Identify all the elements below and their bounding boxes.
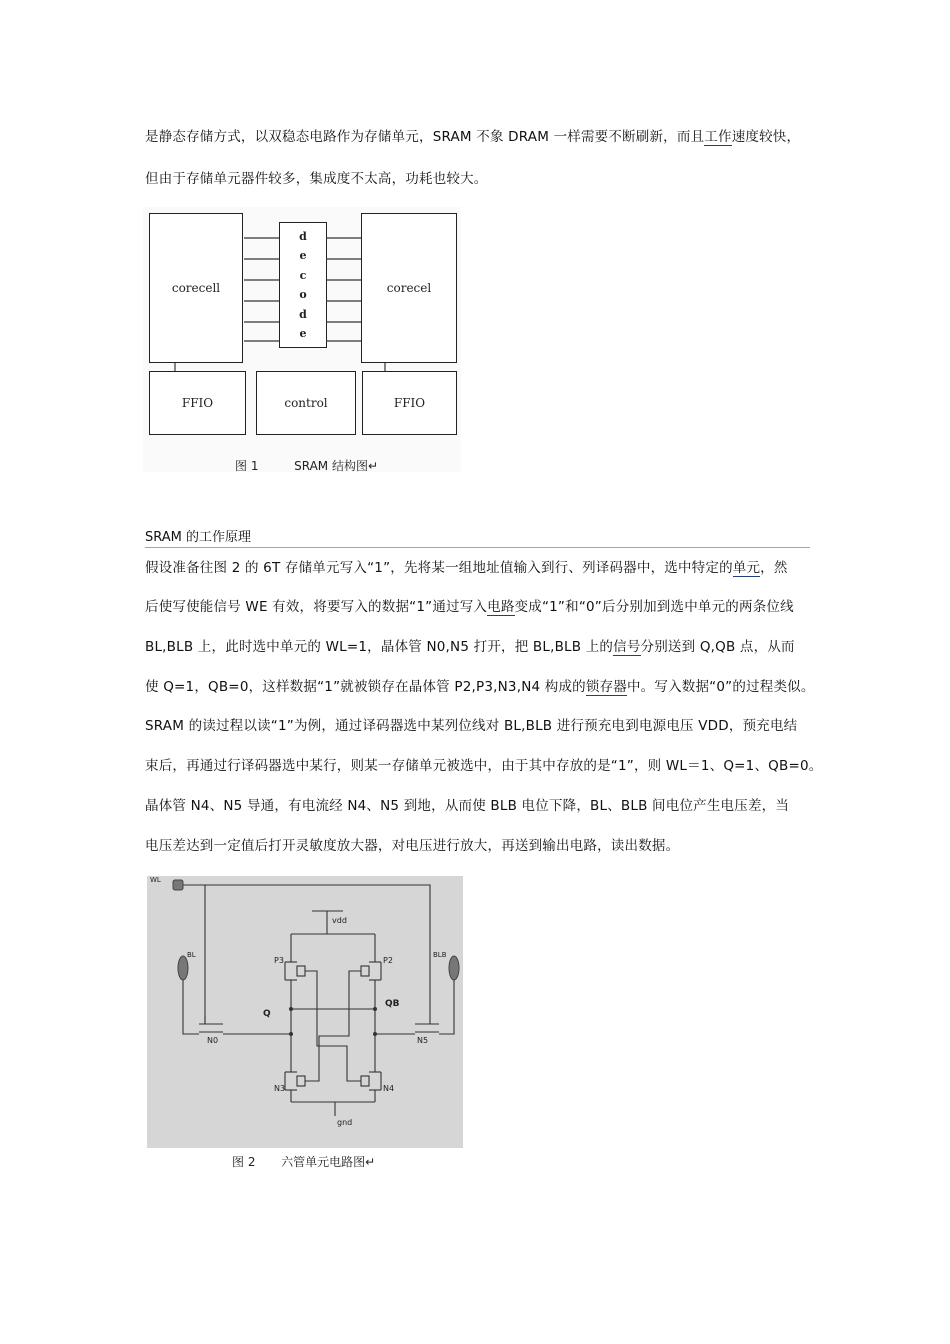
decode-letter: c — [299, 268, 307, 282]
p1-text: 变成“1”和“0”后分别加到选中单元的两条位线 — [514, 599, 794, 615]
link-circuit[interactable]: 电路 — [487, 599, 515, 615]
control-block — [256, 371, 356, 435]
label-wl: WL — [150, 876, 161, 884]
decode-letter: o — [299, 288, 307, 301]
p2-line-1: SRAM 的读过程以读“1”为例，通过译码器选中某列位线对 BL,BLB 进行预充电到电源电压 VDD，预充电结 — [145, 718, 798, 734]
p2-line-4: 电压差达到一定值后打开灵敏度放大器，对电压进行放大，再送到输出电路，读出数据。 — [145, 838, 680, 854]
section-heading: SRAM 的工作原理 — [145, 526, 810, 548]
control-label: control — [284, 396, 328, 410]
label-vdd: vdd — [332, 916, 347, 925]
label-blb: BLB — [433, 951, 447, 959]
circuit-diagram — [147, 876, 463, 1148]
ffio-right-block — [362, 371, 457, 435]
link-latch[interactable]: 锁存器 — [585, 679, 627, 695]
corecell-left-label: corecell — [171, 281, 221, 295]
figure2-caption — [232, 1153, 375, 1170]
p1-text: 假设准备往图 2 的 6T 存储单元写入“1”，先将某一组地址值输入到行、列译码器中，选中特定的 — [145, 560, 733, 576]
ffio-left-block — [149, 371, 246, 435]
p1-line-4 — [145, 678, 815, 696]
intro-text: 是静态存储方式，以双稳态电路作为存储单元，SRAM 不象 DRAM 一样需要不断刷新，而且 — [145, 129, 705, 145]
decode-letter: d — [299, 229, 307, 243]
label-n4: N4 — [383, 1084, 395, 1093]
label-q: Q — [263, 1009, 271, 1019]
figure1-caption-text: SRAM 结构图↵ — [294, 459, 379, 473]
link-signal[interactable]: 信号 — [613, 639, 641, 655]
label-p2: P2 — [383, 956, 393, 965]
decode-letter: e — [299, 327, 307, 340]
label-gnd: gnd — [337, 1118, 353, 1127]
decode-letter: e — [299, 249, 307, 262]
figure2-caption-text: 六管单元电路图↵ — [281, 1155, 376, 1169]
figure2-caption-number: 图 2 — [232, 1155, 256, 1169]
label-p3: P3 — [274, 956, 284, 965]
ffio-left-label: FFIO — [181, 396, 214, 410]
decode-letter: d — [299, 307, 307, 321]
intro-text: 速度较快， — [731, 129, 801, 145]
p1-text: BL,BLB 上，此时选中单元的 WL=1，晶体管 N0,N5 打开，把 BL,BLB 上的 — [145, 639, 614, 655]
p1-line-1 — [145, 559, 815, 577]
label-qb: QB — [385, 999, 400, 1009]
corecell-right-label: corecel — [386, 281, 432, 295]
p1-text: ，然 — [760, 560, 788, 576]
figure-sram-structure — [143, 207, 461, 472]
intro-line-1 — [145, 128, 815, 146]
label-n5: N5 — [417, 1036, 429, 1045]
p1-text: 后使写使能信号 WE 有效，将要写入的数据“1”通过写入 — [145, 599, 488, 615]
p1-text: 分别送到 Q,QB 点，从而 — [640, 639, 795, 655]
p1-line-2 — [145, 598, 815, 616]
figure1-caption-number: 图 1 — [235, 459, 259, 473]
figure1-caption — [235, 457, 378, 474]
p1-text: 使 Q=1，QB=0，这样数据“1”就被锁存在晶体管 P2,P3,N3,N4 构成的 — [145, 679, 586, 695]
p1-text: 中。写入数据“0”的过程类似。 — [626, 679, 815, 695]
p2-line-3: 晶体管 N4、N5 导通，有电流经 N4、N5 到地，从而使 BLB 电位下降，BL、BLB 间电位产生电压差，当 — [145, 798, 790, 814]
link-work[interactable]: 工作 — [704, 129, 732, 145]
intro-line-2: 但由于存储单元器件较多，集成度不太高，功耗也较大。 — [145, 171, 488, 187]
label-n3: N3 — [274, 1084, 286, 1093]
link-cell[interactable]: 单元 — [732, 560, 761, 576]
label-bl: BL — [187, 951, 196, 959]
p1-line-3 — [145, 638, 815, 656]
figure-6t-cell-circuit — [147, 876, 463, 1148]
label-n0: N0 — [207, 1036, 219, 1045]
ffio-right-label: FFIO — [393, 396, 426, 410]
p2-line-2: 束后，再通过行译码器选中某行，则某一存储单元被选中，由于其中存放的是“1”，则 WL＝1、Q=1、QB=0。 — [145, 758, 823, 774]
